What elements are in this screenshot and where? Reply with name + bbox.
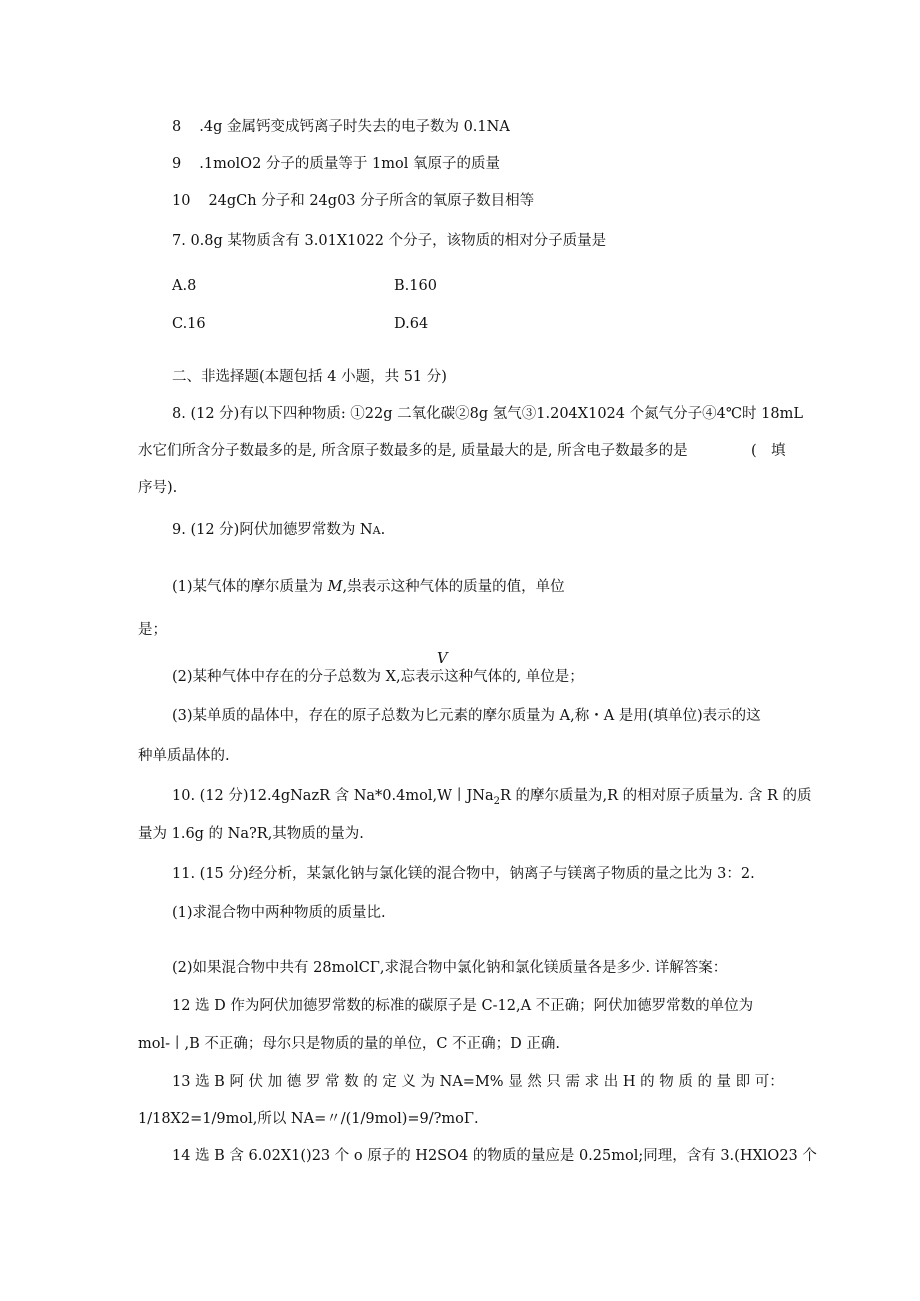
word: 需 [565, 1074, 581, 1090]
q10-line1 [172, 786, 812, 808]
q9-stem-subscript: A [372, 524, 381, 537]
section-title: 二、非选择题(本题包括 4 小题，共 51 分) [172, 369, 447, 385]
q9-part1 [172, 577, 565, 597]
answer-12-line2: mol-丨,B 不正确；母尔只是物质的量的单位，C 不正确；D 正确. [138, 1036, 560, 1052]
word: 的 [697, 1074, 712, 1090]
q11-part2: (2)如果混合物中共有 28molCΓ,求混合物中氯化钠和氯化镁质量各是多少. 详解答案： [172, 960, 728, 976]
q11-part1: (1)求混合物中两种物质的质量比. [172, 905, 386, 921]
q8-line2: 水它们所含分子数最多的是, 所含原子数最多的是, 质量最大的是, 所含电子数最多的是 [138, 443, 688, 459]
word: B [214, 1074, 225, 1090]
word: 伏 [248, 1074, 264, 1090]
word: 即 [735, 1074, 751, 1090]
word: 求 [584, 1074, 600, 1090]
statement-text: .4g 金属钙变成钙离子时失去的电子数为 0.1NA [199, 119, 510, 135]
q11-stem: 11. (15 分)经分析，某氯化钠与氯化镁的混合物中，钠离子与镁离子物质的量之比为 3：2. [172, 866, 755, 882]
word: 选 [195, 1074, 210, 1090]
q7-option-a: A.8 [172, 278, 197, 294]
word: 出 [603, 1074, 619, 1090]
q9-part1-cont: 是； [138, 622, 167, 638]
word: 13 [172, 1074, 191, 1090]
statement-number: 9 [172, 156, 182, 172]
q8-line1: 8. (12 分)有以下四种物质: ①22g 二氧化碳②8g 氢气③1.204X1024 个氮气分子④4℃时 18mL [172, 406, 803, 422]
answer-14-line1: 14 选 B 含 6.02X1()23 个 o 原子的 H2SO4 的物质的量应是 0.25mol;同理，含有 3.(HXlO23 个 [172, 1148, 817, 1164]
q9-part1-text: (1)某气体的摩尔质量为 [172, 579, 328, 595]
q9-stem-end: . [380, 522, 386, 538]
word: 阿 [229, 1074, 244, 1090]
q7-option-b: B.160 [394, 278, 437, 294]
q7-option-d: D.64 [394, 316, 429, 332]
word: NA=M% [439, 1074, 504, 1090]
q7-stem: 7. 0.8g 某物质含有 3.01X1022 个分子，该物质的相对分子质量是 [172, 233, 607, 249]
word: 定 [382, 1074, 397, 1090]
word: 常 [324, 1074, 340, 1090]
word: 加 [267, 1074, 283, 1090]
word: 量 [716, 1074, 732, 1090]
word: 罗 [305, 1074, 321, 1090]
word: 义 [401, 1074, 416, 1090]
q10-text: 10. (12 分)12.4gNazR 含 Na*0.4mol,W丨JNa [172, 788, 494, 804]
q9-stem [172, 520, 385, 541]
q7-option-c: C.16 [172, 316, 206, 332]
statement-text: 24gCh 分子和 24g03 分子所含的氧原子数目相等 [208, 193, 535, 209]
statement-item [172, 191, 534, 211]
q10-line2: 量为 1.6g 的 Na?R,其物质的量为. [138, 826, 364, 842]
q8-line3: 序号). [138, 480, 178, 496]
answer-13-line2: 1/18X2=1/9mol,所以 NA=〃/(1/9mol)=9/?moΓ. [138, 1111, 479, 1127]
word: H [622, 1074, 636, 1090]
statement-item [172, 117, 510, 137]
statement-number: 8 [172, 119, 182, 135]
word: 然 [527, 1074, 542, 1090]
word: 的 [363, 1074, 378, 1090]
word: 只 [546, 1074, 561, 1090]
q9-part1-var: M [327, 579, 343, 595]
q9-part3-line2: 种单质晶体的. [138, 748, 230, 764]
answer-12-line1: 12 选 D 作为阿伏加德罗常数的标准的碳原子是 C-12,A 不正确；阿伏加德罗常数的单位为 [172, 998, 754, 1014]
word: 德 [286, 1074, 302, 1090]
q8-fill-label: 填 [771, 443, 786, 459]
word: 为 [420, 1074, 436, 1090]
q10-text-2: R 的摩尔质量为,R 的相对原子质量为. 含 R 的质 [500, 788, 812, 804]
answer-13-line1 [172, 1072, 784, 1092]
word: 的 [640, 1074, 655, 1090]
q8-fill-paren: ( [751, 443, 757, 459]
q9-part1-text-2: ,祟表示这种气体的质量的值，单位 [342, 579, 565, 595]
q9-part3-line1: (3)某单质的晶体中，存在的原子总数为匕元素的摩尔质量为 A,称・A 是用(填单位)表示的这 [172, 708, 761, 724]
word: 质 [678, 1074, 693, 1090]
word: 显 [508, 1074, 523, 1090]
statement-number: 10 [172, 193, 191, 209]
q9-part2-var: V [437, 651, 448, 667]
statement-item [172, 154, 500, 174]
word: 物 [659, 1074, 674, 1090]
q9-part2: (2)某种气体中存在的分子总数为 X,忘表示这种气体的, 单位是； [172, 669, 584, 685]
q10-subscript: 2 [493, 796, 501, 807]
word: 数 [344, 1074, 359, 1090]
statement-text: .1molO2 分子的质量等于 1mol 氧原子的质量 [199, 156, 500, 172]
q9-stem-text: 9. (12 分)阿伏加德罗常数为 N [172, 522, 373, 538]
word: 可： [754, 1074, 784, 1090]
